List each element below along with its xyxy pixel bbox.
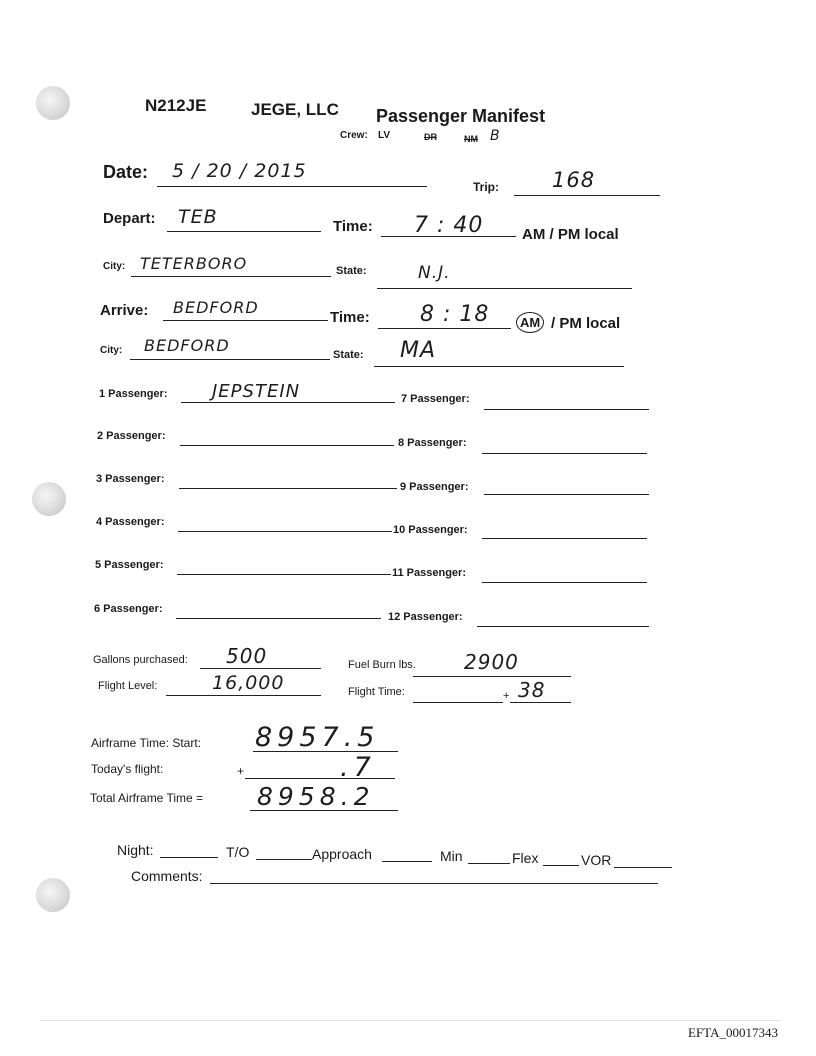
flight-level-value: 16,000 <box>212 672 285 694</box>
gallons-value: 500 <box>226 644 268 668</box>
passenger-3-label: 3 Passenger: <box>96 473 165 485</box>
flight-time-line <box>413 702 503 703</box>
fuel-burn-value: 2900 <box>464 650 519 674</box>
flight-time-line-2 <box>510 702 571 703</box>
depart-line <box>167 231 321 232</box>
approach-label: Approach <box>312 846 372 862</box>
passenger-10-line <box>482 538 647 539</box>
arrive-city-value: BEDFORD <box>144 336 230 355</box>
flight-level-label: Flight Level: <box>98 680 158 692</box>
depart-label: Depart: <box>103 210 156 227</box>
date-label: Date: <box>103 162 149 182</box>
to-line <box>256 859 312 860</box>
passenger-1-line <box>181 402 395 403</box>
min-label: Min <box>440 848 463 864</box>
passenger-6-label: 6 Passenger: <box>94 603 163 615</box>
depart-ampm: AM / PM local <box>522 226 619 243</box>
passenger-3-line <box>179 488 397 489</box>
gallons-label: Gallons purchased: <box>93 654 188 666</box>
depart-value: TEB <box>178 206 218 228</box>
arrive-time-line <box>378 328 511 329</box>
min-line <box>468 863 510 864</box>
night-label: Night: <box>117 842 154 858</box>
depart-state-line <box>377 288 632 289</box>
depart-city-label: City: <box>103 261 126 272</box>
arrive-line <box>163 320 328 321</box>
depart-state-label: State: <box>336 265 367 277</box>
gallons-line <box>200 668 321 669</box>
passenger-12-label: 12 Passenger: <box>388 611 463 623</box>
punch-hole-bottom <box>36 878 70 912</box>
total-airframe-label: Total Airframe Time = <box>90 791 204 805</box>
arrive-time-label: Time: <box>330 309 370 326</box>
passenger-11-label: 11 Passenger: <box>392 567 466 579</box>
night-line <box>160 857 218 858</box>
passenger-1-value: JEPSTEIN <box>212 381 301 402</box>
total-airframe-value: 8958.2 <box>257 782 375 811</box>
passenger-9-label: 9 Passenger: <box>400 481 469 493</box>
passenger-5-line <box>177 574 391 575</box>
crew-lv: LV <box>378 130 391 141</box>
passenger-2-label: 2 Passenger: <box>97 430 166 442</box>
crew-mark: B <box>490 128 501 144</box>
date-line <box>157 186 427 187</box>
arrive-state-value: MA <box>400 338 437 363</box>
arrive-am-circled: AM <box>516 312 544 333</box>
flex-label: Flex <box>512 850 539 866</box>
passenger-4-label: 4 Passenger: <box>96 516 165 528</box>
depart-city-value: TETERBORO <box>140 254 248 273</box>
arrive-label: Arrive: <box>100 302 149 319</box>
depart-city-line <box>131 276 331 277</box>
arrive-state-line <box>374 366 624 367</box>
passenger-6-line <box>176 618 381 619</box>
passenger-7-line <box>484 409 649 410</box>
airframe-start-value: 8957.5 <box>255 722 380 753</box>
document-id: EFTA_00017343 <box>688 1025 778 1040</box>
arrive-value: BEDFORD <box>173 298 259 317</box>
arrive-state-label: State: <box>333 349 364 361</box>
todays-flight-label: Today's flight: <box>91 762 164 776</box>
trip-label: Trip: <box>473 180 499 194</box>
passenger-11-line <box>482 582 647 583</box>
punch-hole-middle <box>32 482 66 516</box>
crew-nm: NM <box>464 134 478 144</box>
airframe-start-label: Airframe Time: Start: <box>91 736 202 750</box>
passenger-7-label: 7 Passenger: <box>401 393 470 405</box>
depart-state-value: N.J. <box>418 263 451 283</box>
company-name: JEGE, LLC <box>251 100 339 119</box>
todays-flight-plus: + <box>237 764 245 778</box>
comments-line <box>210 883 658 884</box>
flight-time-value: 38 <box>518 678 546 702</box>
passenger-4-line <box>178 531 392 532</box>
passenger-1-label: 1 Passenger: <box>99 388 168 400</box>
passenger-5-label: 5 Passenger: <box>95 559 164 571</box>
crew-dr: DR <box>424 132 437 142</box>
flight-time-plus: + <box>503 690 510 702</box>
arrive-city-label: City: <box>100 345 123 356</box>
trip-value: 168 <box>552 168 596 192</box>
comments-label: Comments: <box>131 868 203 884</box>
passenger-10-label: 10 Passenger: <box>393 524 468 536</box>
passenger-8-line <box>482 453 647 454</box>
fuel-burn-line <box>413 676 571 677</box>
crew-label: Crew: <box>340 130 368 141</box>
flex-line <box>543 865 579 866</box>
approach-line <box>382 861 432 862</box>
flight-time-label: Flight Time: <box>348 686 405 698</box>
todays-flight-value: .7 <box>340 752 376 783</box>
fuel-burn-label: Fuel Burn lbs. <box>348 659 416 671</box>
tail-number: N212JE <box>145 96 207 115</box>
arrive-city-line <box>130 359 330 360</box>
passenger-9-line <box>484 494 649 495</box>
passenger-12-line <box>477 626 649 627</box>
depart-time-label: Time: <box>333 218 373 235</box>
arrive-time-value: 8 : 18 <box>420 302 490 327</box>
to-label: T/O <box>226 844 250 860</box>
arrive-pm: / PM local <box>551 315 621 332</box>
punch-hole-top <box>36 86 70 120</box>
vor-line <box>614 867 672 868</box>
vor-label: VOR <box>581 852 612 868</box>
trip-line <box>514 195 660 196</box>
date-value: 5 / 20 / 2015 <box>172 160 307 182</box>
scan-edge <box>40 1020 780 1021</box>
passenger-8-label: 8 Passenger: <box>398 437 467 449</box>
depart-time-value: 7 : 40 <box>414 213 484 238</box>
flight-level-line <box>166 695 321 696</box>
page-title: Passenger Manifest <box>376 106 546 126</box>
passenger-2-line <box>180 445 394 446</box>
